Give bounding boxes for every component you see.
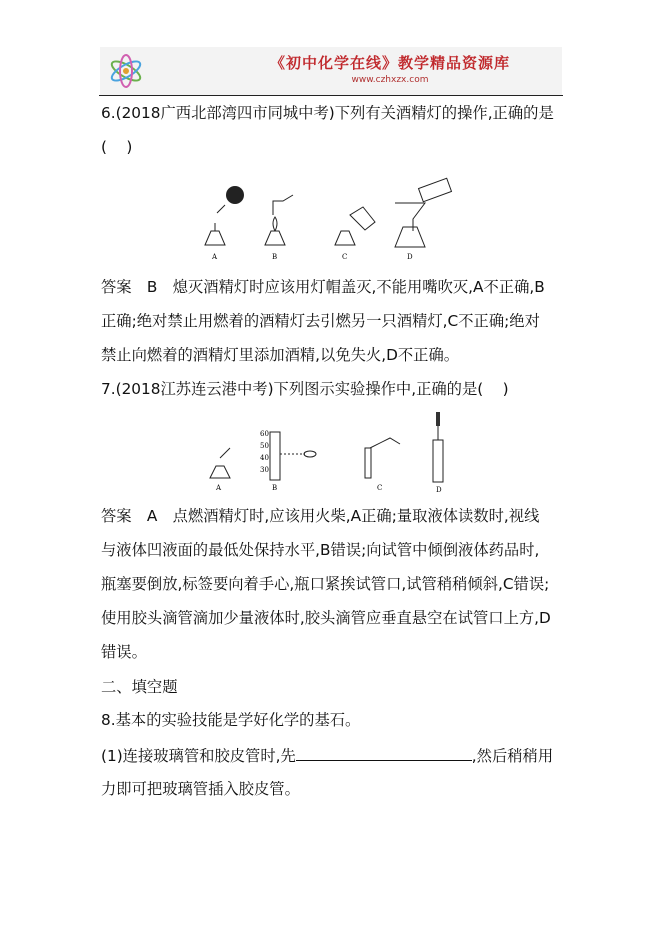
q6-answer-line-1: 答案 B 熄灭酒精灯时应该用灯帽盖灭,不能用嘴吹灭,A不正确,B (101, 278, 545, 296)
svg-text:30: 30 (260, 466, 269, 474)
q6-option-a-figure (205, 186, 244, 245)
q7-label-d: D (436, 486, 442, 494)
q7-option-a-figure (210, 448, 230, 478)
q7-answer-line-2: 与液体凹液面的最低处保持水平,B错误;向试管中倾倒液体药品时, (101, 541, 540, 559)
q6-option-b-figure (265, 195, 293, 245)
q6-stem: 6.(2018广西北部湾四市同城中考)下列有关酒精灯的操作,正确的是 (101, 104, 554, 122)
q7-label-b: B (272, 484, 278, 492)
q7-option-b-figure (260, 430, 316, 480)
q6-label-d: D (407, 253, 413, 261)
q7-figure (200, 408, 460, 498)
q8-sub1 (101, 746, 553, 765)
q8-sub1-after: ,然后稍稍用 (471, 747, 554, 765)
q6-option-c-figure (335, 207, 375, 245)
atom-logo-icon (106, 53, 146, 89)
header-divider (99, 95, 563, 96)
q7-option-c-figure (365, 438, 400, 478)
q6-label-a: A (212, 253, 218, 261)
q6-option-d-figure (395, 178, 451, 247)
q8-sub1-line-2: 力即可把玻璃管插入胶皮管。 (101, 780, 300, 798)
svg-text:50: 50 (260, 442, 269, 450)
q8-sub1-blank[interactable] (296, 746, 472, 761)
q7-label-a: A (216, 484, 222, 492)
q7-label-c: C (377, 484, 383, 492)
q6-label-b: B (272, 253, 278, 261)
q8-stem: 8.基本的实验技能是学好化学的基石。 (101, 711, 361, 729)
q7-answer-line-4: 使用胶头滴管滴加少量液体时,胶头滴管应垂直悬空在试管口上方,D (101, 609, 551, 627)
q6-paren: ( ) (101, 138, 133, 156)
q6-answer-line-2: 正确;绝对禁止用燃着的酒精灯去引燃另一只酒精灯,C不正确;绝对 (101, 312, 540, 330)
q7-answer-line-5: 错误。 (101, 643, 147, 661)
header-title: 《初中化学在线》教学精品资源库 (269, 54, 510, 72)
svg-text:40: 40 (260, 454, 269, 462)
q7-answer-line-3: 瓶塞要倒放,标签要向着手心,瓶口紧挨试管口,试管稍稍倾斜,C错误; (101, 575, 550, 593)
q7-stem: 7.(2018江苏连云港中考)下列图示实验操作中,正确的是( ) (101, 380, 509, 398)
q8-sub1-before: (1)连接玻璃管和胶皮管时,先 (101, 747, 296, 765)
section-heading: 二、填空题 (101, 678, 178, 696)
q7-answer-line-1: 答案 A 点燃酒精灯时,应该用火柴,A正确;量取液体读数时,视线 (101, 507, 540, 525)
svg-text:60: 60 (260, 430, 269, 438)
header-banner (100, 47, 562, 95)
header-url: www.czhxzx.com (351, 75, 429, 85)
q6-label-c: C (342, 253, 348, 261)
q7-option-d-figure (433, 412, 443, 482)
q6-answer-line-3: 禁止向燃着的酒精灯里添加酒精,以免失火,D不正确。 (101, 346, 460, 364)
q6-figure (195, 175, 465, 267)
